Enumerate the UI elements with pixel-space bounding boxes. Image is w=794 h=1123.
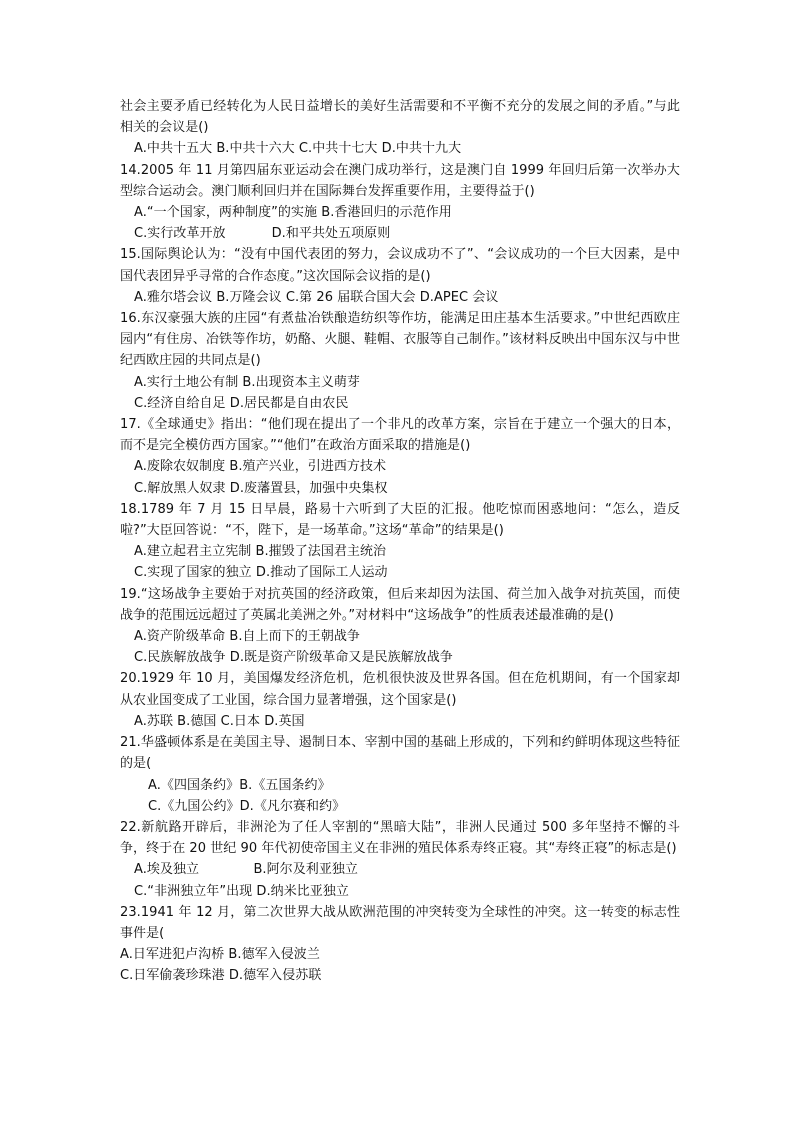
- question-23-options-ab: A.日军进犯卢沟桥 B.德军入侵波兰: [120, 947, 320, 963]
- question-22-stem: 22.新航路开辟后，非洲沦为了任人宰割的“黑暗大陆”，非洲人民通过 500 多年坚持不懈的斗争，终于在 20 世纪 90 年代初使帝国主义在非洲的殖民体系寿终正寝。其“寿终正寝”的标志是(): [120, 819, 680, 857]
- question-17-options-cd: C.解放黑人奴隶 D.废藩置县，加强中央集权: [134, 480, 388, 496]
- question-19-options-cd: C.民族解放战争 D.既是资产阶级革命又是民族解放战争: [134, 650, 453, 666]
- question-16-stem: 16.东汉豪强大族的庄园“有煮盐冶铁酿造纺织等作坊，能满足田庄基本生活要求。”中世纪西欧庄园内“有住房、冶铁等作坊，奶酪、火腿、鞋帽、衣服等自己制作。”该材料反映出中国东汉与中世纪西欧庄园的共同点是(): [120, 311, 680, 369]
- question-14-stem: 14.2005 年 11 月第四届东亚运动会在澳门成功举行，这是澳门自 1999 年回归后第一次举办大型综合运动会。澳门顺利回归并在国际舞台发挥重要作用，主要得益于(): [120, 162, 680, 199]
- question-19-stem: 19.“这场战争主要始于对抗英国的经济政策，但后来却因为法国、荷兰加入战争对抗英国，而使战争的范围远远超过了英属北美洲之外。”对材料中“这场战争”的性质表述最准确的是(): [120, 586, 680, 623]
- question-19-options-ab: A.资产阶级革命 B.自上而下的王朝战争: [134, 629, 360, 645]
- question-16-options-ab: A.实行土地公有制 B.出现资本主义萌芽: [134, 374, 360, 390]
- question-15-stem: 15.国际舆论认为：“没有中国代表团的努力，会议成功不了”、“会议成功的一个巨大因素，是中国代表团异乎寻常的合作态度。”这次国际会议指的是(): [120, 247, 680, 284]
- question-20-options: A.苏联 B.德国 C.日本 D.英国: [134, 713, 305, 729]
- question-18-options-ab: A.建立起君主立宪制 B.摧毁了法国君主统治: [134, 544, 387, 560]
- question-14-options-ab: A.“一个国家，两种制度”的实施 B.香港回归的示范作用: [134, 205, 452, 221]
- question-23-options-cd: C.日军偷袭珍珠港 D.德军入侵苏联: [120, 968, 322, 984]
- question-21-options-ab: A.《四国条约》B.《五国条约》: [148, 777, 331, 793]
- exam-page: [120, 96, 680, 987]
- question-18-stem: 18.1789 年 7 月 15 日早晨，路易十六听到了大臣的汇报。他吃惊而困惑地问：“怎么，造反啦?”大臣回答说：“不，陛下，是一场革命。”这场“革命”的结果是(): [120, 501, 680, 539]
- question-22-options-ab: A.埃及独立 B.阿尔及利亚独立: [134, 862, 358, 878]
- question-20-stem: 20.1929 年 10 月，美国爆发经济危机，危机很快波及世界各国。但在危机期间，有一个国家却从农业国变成了工业国，综合国力显著增强，这个国家是(): [120, 671, 680, 708]
- question-21-stem: 21.华盛顿体系是在美国主导、遏制日本、宰割中国的基础上形成的，下列和约鲜明体现这些特征的是(: [120, 735, 680, 772]
- question-16-options-cd: C.经济自给自足 D.居民都是自由农民: [134, 395, 349, 411]
- question-14-options-cd: C.实行改革开放 D.和平共处五项原则: [134, 226, 391, 242]
- question-17-stem: 17.《全球通史》指出：“他们现在提出了一个非凡的改革方案，宗旨在于建立一个强大的日本，而不是完全模仿西方国家。”“他们”在政治方面采取的措施是(): [120, 417, 680, 454]
- question-13-stem: 社会主要矛盾已经转化为人民日益增长的美好生活需要和不平衡不充分的发展之间的矛盾。”与此相关的会议是(): [120, 99, 680, 136]
- question-22-options-cd: C.“非洲独立年”出现 D.纳米比亚独立: [134, 883, 349, 899]
- question-17-options-ab: A.废除农奴制度 B.殖产兴业，引进西方技术: [134, 459, 387, 475]
- question-13-options: A.中共十五大 B.中共十六大 C.中共十七大 D.中共十九大: [134, 141, 462, 157]
- question-18-options-cd: C.实现了国家的独立 D.推动了国际工人运动: [134, 565, 388, 581]
- question-15-options: A.雅尔塔会议 B.万隆会议 C.第 26 届联合国大会 D.APEC 会议: [134, 289, 499, 305]
- question-23-stem: 23.1941 年 12 月，第二次世界大战从欧洲范围的冲突转变为全球性的冲突。这一转变的标志性事件是(: [120, 904, 680, 941]
- question-21-options-cd: C.《九国公约》D.《凡尔赛和约》: [148, 798, 346, 814]
